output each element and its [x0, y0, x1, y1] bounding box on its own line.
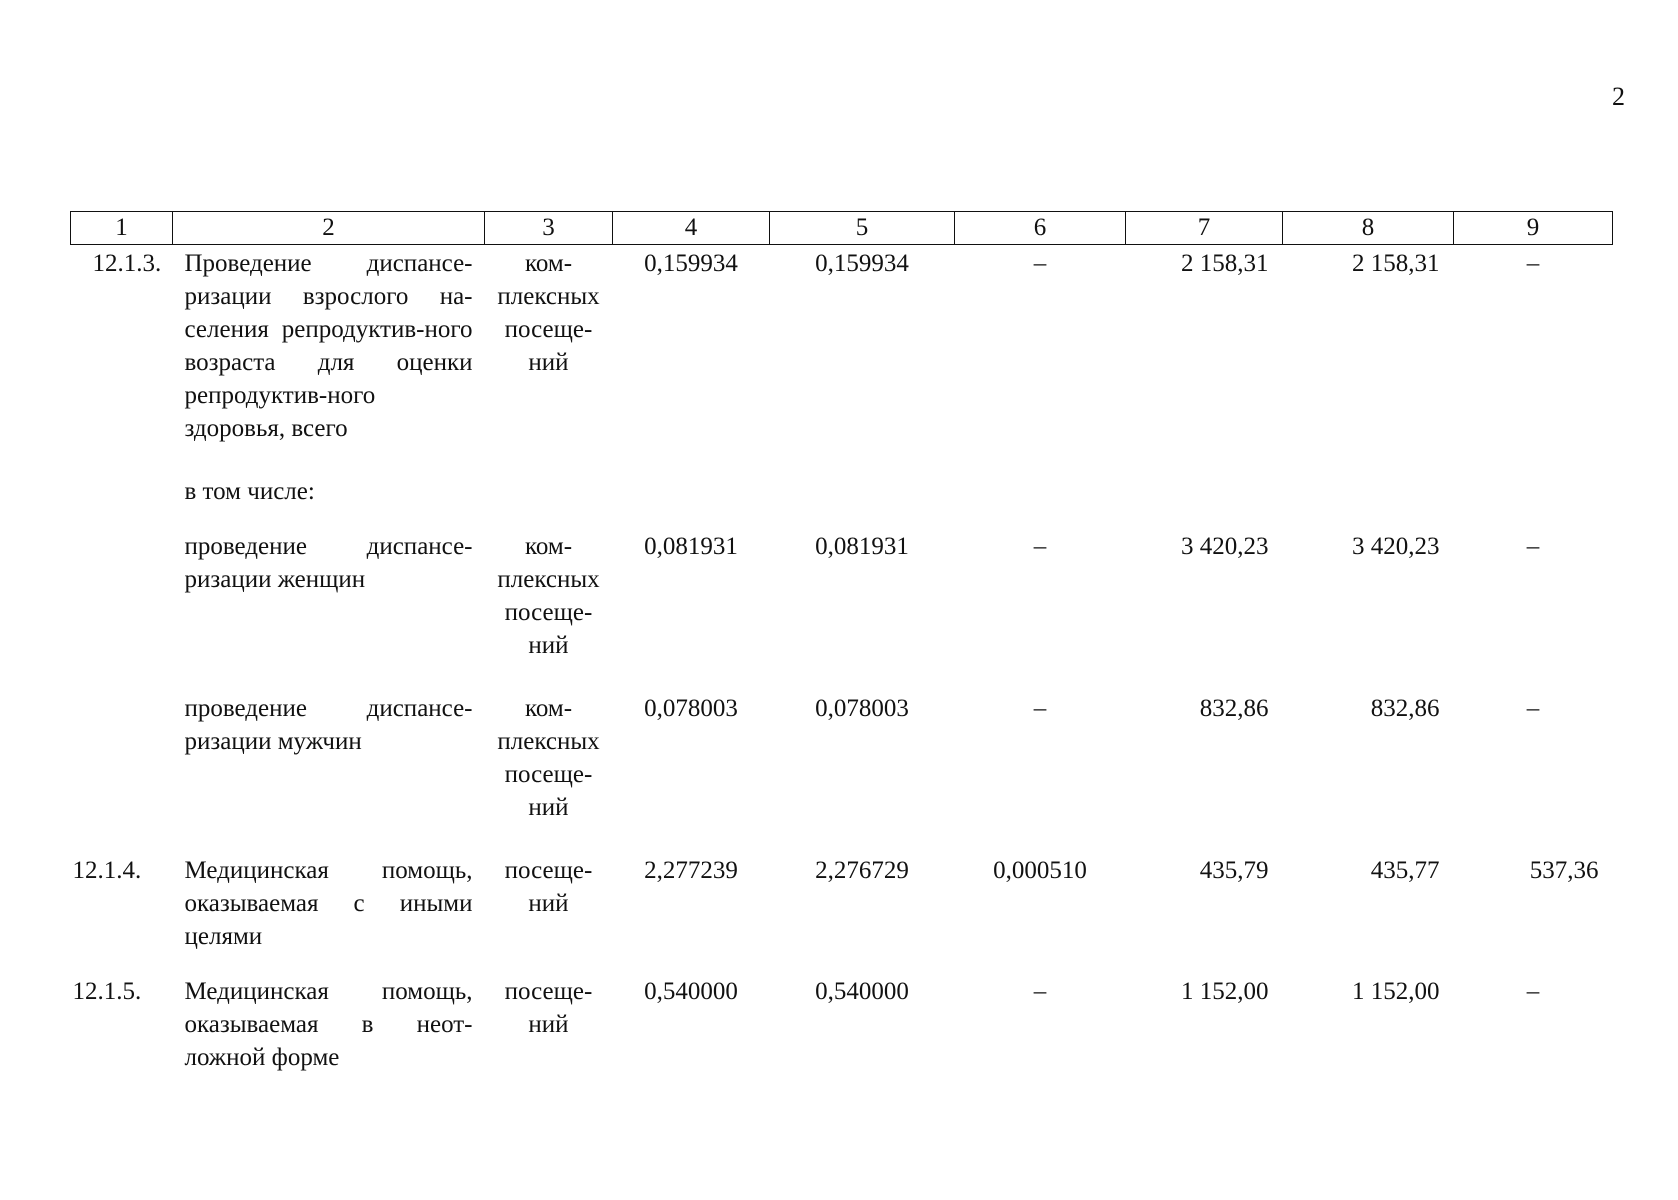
- unit-line: посеще-: [504, 761, 593, 788]
- row-col-6: –: [1033, 533, 1047, 560]
- unit-line: посеще-: [504, 599, 593, 626]
- row-col-4: 0,078003: [644, 695, 738, 722]
- row-spacer: [71, 824, 1613, 854]
- row-col-7: 2 158,31: [1181, 250, 1269, 277]
- unit-line: плексных: [497, 283, 600, 310]
- indicator-table: [70, 211, 1613, 1074]
- row-col-9: –: [1526, 695, 1540, 722]
- row-code: 12.1.4.: [72, 857, 142, 884]
- row-col-4: 2,277239: [644, 857, 738, 884]
- row-col-9: 537,36: [1529, 857, 1599, 884]
- row-spacer: [71, 445, 1613, 475]
- row-code: [71, 475, 173, 508]
- table-header: [71, 212, 1613, 245]
- unit-line: посеще-: [504, 316, 593, 343]
- header-col-1: 1: [71, 212, 173, 245]
- row-col-9: –: [1526, 533, 1540, 560]
- row-col-9: –: [1526, 978, 1540, 1005]
- row-col-7: 1 152,00: [1181, 978, 1269, 1005]
- unit-line: ний: [528, 349, 569, 376]
- unit-line: ком-: [524, 533, 573, 560]
- unit-line: ком-: [524, 695, 573, 722]
- row-spacer: [71, 953, 1613, 975]
- unit-line: посеще-: [504, 857, 593, 884]
- row-col-5: 0,078003: [815, 695, 909, 722]
- row-name: Медицинская помощь, оказываемая в неот-ложной форме: [184, 978, 473, 1071]
- header-col-5: 5: [770, 212, 955, 245]
- row-col-5: 0,159934: [815, 250, 909, 277]
- unit-line: ком-: [524, 250, 573, 277]
- row-col-5: 2,276729: [815, 857, 909, 884]
- header-col-7: 7: [1126, 212, 1283, 245]
- row-col-9: –: [1526, 250, 1540, 277]
- row-spacer: [71, 508, 1613, 530]
- row-col-7: 435,79: [1199, 857, 1269, 884]
- table-row: [71, 245, 1613, 446]
- row-unit: [485, 975, 613, 1074]
- unit-line: плексных: [497, 566, 600, 593]
- row-col-4: 0,159934: [644, 250, 738, 277]
- row-col-6: –: [1033, 695, 1047, 722]
- header-col-9: 9: [1454, 212, 1613, 245]
- unit-line: ний: [528, 1011, 569, 1038]
- row-unit: [485, 245, 613, 446]
- row-unit: [485, 692, 613, 824]
- header-col-6: 6: [955, 212, 1126, 245]
- header-col-3: 3: [485, 212, 613, 245]
- row-col-4: 0,081931: [644, 533, 738, 560]
- header-col-4: 4: [613, 212, 770, 245]
- table-row: [71, 530, 1613, 662]
- row-col-7: 3 420,23: [1181, 533, 1269, 560]
- row-col-8: 435,77: [1370, 857, 1440, 884]
- row-col-5: 0,081931: [815, 533, 909, 560]
- row-col-6: –: [1033, 250, 1047, 277]
- header-col-8: 8: [1283, 212, 1454, 245]
- row-col-8: 3 420,23: [1352, 533, 1440, 560]
- unit-line: ний: [528, 632, 569, 659]
- table-row: [71, 692, 1613, 824]
- row-col-7: 832,86: [1199, 695, 1269, 722]
- row-code: [71, 692, 173, 824]
- table-row: [71, 475, 1613, 508]
- row-col-8: 832,86: [1370, 695, 1440, 722]
- unit-line: плексных: [497, 728, 600, 755]
- unit-line: посеще-: [504, 978, 593, 1005]
- row-name: Проведение диспансе-ризации взрослого на-селения репродуктив-ного возраста для оценки репродуктив-ного здоровья, всего: [184, 250, 473, 442]
- row-code: 12.1.3.: [92, 250, 162, 277]
- row-unit: [485, 854, 613, 953]
- row-col-6: 0,000510: [993, 857, 1087, 884]
- unit-line: ний: [528, 890, 569, 917]
- header-col-2: 2: [173, 212, 485, 245]
- row-col-8: 1 152,00: [1352, 978, 1440, 1005]
- table-row: [71, 854, 1613, 953]
- row-code: [71, 530, 173, 662]
- unit-line: ний: [528, 794, 569, 821]
- table-body: [71, 245, 1613, 1075]
- row-col-5: 0,540000: [815, 978, 909, 1005]
- page-number: 2: [1612, 82, 1625, 111]
- row-name: проведение диспансе-ризации женщин: [184, 533, 473, 593]
- row-col-6: –: [1033, 978, 1047, 1005]
- header-row: [71, 212, 1613, 245]
- row-name: Медицинская помощь, оказываемая с иными целями: [184, 857, 473, 950]
- row-name: в том числе:: [184, 478, 315, 505]
- row-col-8: 2 158,31: [1352, 250, 1440, 277]
- row-col-4: 0,540000: [644, 978, 738, 1005]
- row-code: 12.1.5.: [72, 978, 142, 1005]
- table-row: [71, 975, 1613, 1074]
- row-spacer: [71, 662, 1613, 692]
- row-name: проведение диспансе-ризации мужчин: [184, 695, 473, 755]
- row-unit: [485, 530, 613, 662]
